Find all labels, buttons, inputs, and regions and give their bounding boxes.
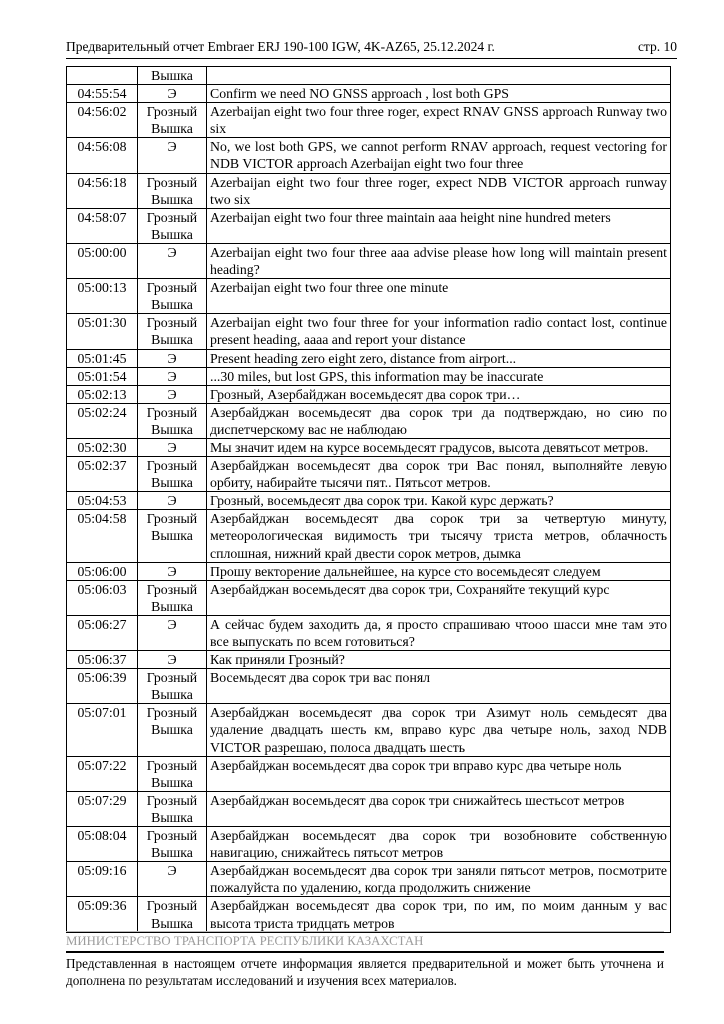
- cell-speaker: Грозный Вышка: [138, 403, 207, 438]
- cell-text: Грозный, Азербайджан восемьдесят два сорок три…: [207, 385, 671, 403]
- table-row: [67, 791, 671, 826]
- table-row: [67, 827, 671, 862]
- cell-text: ...30 miles, but lost GPS, this information may be inaccurate: [207, 367, 671, 385]
- table-row: [67, 862, 671, 897]
- cell-text: Азербайджан восемьдесят два сорок три Азимут ноль семьдесят два удаление двадцать шесть км, вправо курс два четыре ноль, заход NDB VICTOR разрешаю, полоса двадцать шесть: [207, 704, 671, 756]
- table-row: [67, 367, 671, 385]
- cell-text: No, we lost both GPS, we cannot perform RNAV approach, request vectoring for NDB VICTOR approach Azerbaijan eight two four three: [207, 138, 671, 173]
- table-row: [67, 85, 671, 103]
- cell-text: Present heading zero eight zero, distance from airport...: [207, 349, 671, 367]
- cell-time: 05:06:27: [67, 615, 138, 650]
- cell-text: А сейчас будем заходить да, я просто спрашиваю чтооо шасси мне там это все выпускать по всем готовиться?: [207, 615, 671, 650]
- table-row: [67, 103, 671, 138]
- ministry-line: МИНИСТЕРСТВО ТРАНСПОРТА РЕСПУБЛИКИ КАЗАХСТАН: [66, 931, 664, 953]
- cell-time: 05:09:36: [67, 897, 138, 932]
- cell-time: 04:56:18: [67, 173, 138, 208]
- cell-time: 05:04:53: [67, 492, 138, 510]
- cell-speaker: Грозный Вышка: [138, 791, 207, 826]
- cell-speaker: Э: [138, 438, 207, 456]
- cell-time: 05:01:30: [67, 314, 138, 349]
- table-row: [67, 651, 671, 669]
- cell-text: [207, 67, 671, 85]
- cell-time: 05:06:39: [67, 669, 138, 704]
- cell-speaker: Грозный Вышка: [138, 669, 207, 704]
- table-row: [67, 756, 671, 791]
- cell-time: 05:02:13: [67, 385, 138, 403]
- cell-time: 05:02:37: [67, 457, 138, 492]
- cell-text: Азербайджан восемьдесят два сорок три вправо курс два четыре ноль: [207, 756, 671, 791]
- table-row: [67, 615, 671, 650]
- cell-text: Azerbaijan eight two four three for your information radio contact lost, continue present heading, aaaa and report your distance: [207, 314, 671, 349]
- cell-speaker: Э: [138, 615, 207, 650]
- cell-time: 05:00:13: [67, 279, 138, 314]
- cell-text: Azerbaijan eight two four three aaa advise please how long will maintain present heading?: [207, 243, 671, 278]
- cell-speaker: Э: [138, 385, 207, 403]
- cell-speaker: Грозный Вышка: [138, 103, 207, 138]
- table-row: [67, 208, 671, 243]
- cell-time: 05:06:37: [67, 651, 138, 669]
- page-footer: [66, 931, 664, 989]
- cell-time: 05:01:54: [67, 367, 138, 385]
- cell-text: Azerbaijan eight two four three one minute: [207, 279, 671, 314]
- cell-speaker: Э: [138, 138, 207, 173]
- page-header: [66, 39, 677, 59]
- cell-text: Как приняли Грозный?: [207, 651, 671, 669]
- table-row: [67, 138, 671, 173]
- table-row: [67, 314, 671, 349]
- cell-time: 05:01:45: [67, 349, 138, 367]
- cell-time: 05:07:01: [67, 704, 138, 756]
- cell-time: 05:04:58: [67, 510, 138, 562]
- cell-speaker: Грозный Вышка: [138, 173, 207, 208]
- cell-speaker: Вышка: [138, 67, 207, 85]
- cell-time: 05:02:24: [67, 403, 138, 438]
- table-row: [67, 403, 671, 438]
- cell-speaker: Грозный Вышка: [138, 704, 207, 756]
- cell-speaker: Э: [138, 862, 207, 897]
- page-number: стр. 10: [637, 39, 677, 54]
- cell-speaker: Грозный Вышка: [138, 580, 207, 615]
- cell-speaker: Э: [138, 349, 207, 367]
- cell-text: Азербайджан восемьдесят два сорок три за четвертую минуту, метеорологическая видимость три тысячу триста метров, облачность сплошная, нижний край двести сорок метров, дымка: [207, 510, 671, 562]
- transcript-table: [66, 66, 671, 933]
- cell-text: Азербайджан восемьдесят два сорок три заняли пятьсот метров, посмотрите пожалуйста по удалению, когда продолжить снижение: [207, 862, 671, 897]
- cell-text: Грозный, восемьдесят два сорок три. Какой курс держать?: [207, 492, 671, 510]
- cell-text: Azerbaijan eight two four three maintain aaa height nine hundred meters: [207, 208, 671, 243]
- cell-speaker: Э: [138, 492, 207, 510]
- cell-speaker: Грозный Вышка: [138, 827, 207, 862]
- cell-time: 04:56:02: [67, 103, 138, 138]
- cell-time: 04:56:08: [67, 138, 138, 173]
- table-row: [67, 173, 671, 208]
- table-row: [67, 669, 671, 704]
- cell-text: Мы значит идем на курсе восемьдесят градусов, высота девятьсот метров.: [207, 438, 671, 456]
- cell-speaker: Грозный Вышка: [138, 510, 207, 562]
- table-row: [67, 580, 671, 615]
- cell-time: 05:06:03: [67, 580, 138, 615]
- cell-text: Азербайджан восемьдесят два сорок три Вас понял, выполняйте левую орбиту, набирайте тысячи пят.. Пятьсот метров.: [207, 457, 671, 492]
- table-row: [67, 510, 671, 562]
- cell-time: 05:02:30: [67, 438, 138, 456]
- cell-time: 05:06:00: [67, 562, 138, 580]
- header-title: Предварительный отчет Embraer ERJ 190-100 IGW, 4K-AZ65, 25.12.2024 г.: [66, 39, 495, 54]
- cell-time: [67, 67, 138, 85]
- cell-text: Азербайджан восемьдесят два сорок три возобновите собственную навигацию, снижайтесь пятьсот метров: [207, 827, 671, 862]
- cell-speaker: Грозный Вышка: [138, 208, 207, 243]
- cell-text: Азербайджан восемьдесят два сорок три, по им, по моим данным у вас высота триста тридцать метров: [207, 897, 671, 932]
- table-row: [67, 897, 671, 932]
- cell-text: Прошу векторение дальнейшее, на курсе сто восемьдесят следуем: [207, 562, 671, 580]
- cell-text: Confirm we need NO GNSS approach , lost both GPS: [207, 85, 671, 103]
- transcript-table-body: [67, 67, 671, 933]
- table-row: [67, 492, 671, 510]
- cell-time: 05:08:04: [67, 827, 138, 862]
- cell-time: 05:07:29: [67, 791, 138, 826]
- cell-time: 04:58:07: [67, 208, 138, 243]
- table-row: [67, 385, 671, 403]
- table-row: [67, 457, 671, 492]
- cell-speaker: Грозный Вышка: [138, 314, 207, 349]
- cell-time: 05:07:22: [67, 756, 138, 791]
- table-row: [67, 243, 671, 278]
- cell-speaker: Грозный Вышка: [138, 279, 207, 314]
- table-row: [67, 704, 671, 756]
- cell-speaker: Э: [138, 651, 207, 669]
- table-row: [67, 67, 671, 85]
- cell-text: Азербайджан восемьдесят два сорок три да подтверждаю, но сию по диспетчерскому вас не наблюдаю: [207, 403, 671, 438]
- cell-text: Азербайджан восемьдесят два сорок три, Сохраняйте текущий курс: [207, 580, 671, 615]
- cell-speaker: Грозный Вышка: [138, 897, 207, 932]
- cell-time: 05:00:00: [67, 243, 138, 278]
- table-row: [67, 349, 671, 367]
- cell-text: Azerbaijan eight two four three roger, expect RNAV GNSS approach Runway two six: [207, 103, 671, 138]
- cell-speaker: Э: [138, 243, 207, 278]
- cell-text: Азербайджан восемьдесят два сорок три снижайтесь шестьсот метров: [207, 791, 671, 826]
- table-row: [67, 279, 671, 314]
- disclaimer-text: Представленная в настоящем отчете информация является предварительной и может быть уточнена и дополнена по результатам исследований и изучения всех материалов.: [66, 956, 664, 988]
- cell-speaker: Грозный Вышка: [138, 457, 207, 492]
- cell-text: Восемьдесят два сорок три вас понял: [207, 669, 671, 704]
- cell-time: 05:09:16: [67, 862, 138, 897]
- cell-speaker: Э: [138, 562, 207, 580]
- cell-text: Azerbaijan eight two four three roger, expect NDB VICTOR approach runway two six: [207, 173, 671, 208]
- table-row: [67, 438, 671, 456]
- cell-speaker: Э: [138, 367, 207, 385]
- cell-speaker: Э: [138, 85, 207, 103]
- cell-time: 04:55:54: [67, 85, 138, 103]
- table-row: [67, 562, 671, 580]
- cell-speaker: Грозный Вышка: [138, 756, 207, 791]
